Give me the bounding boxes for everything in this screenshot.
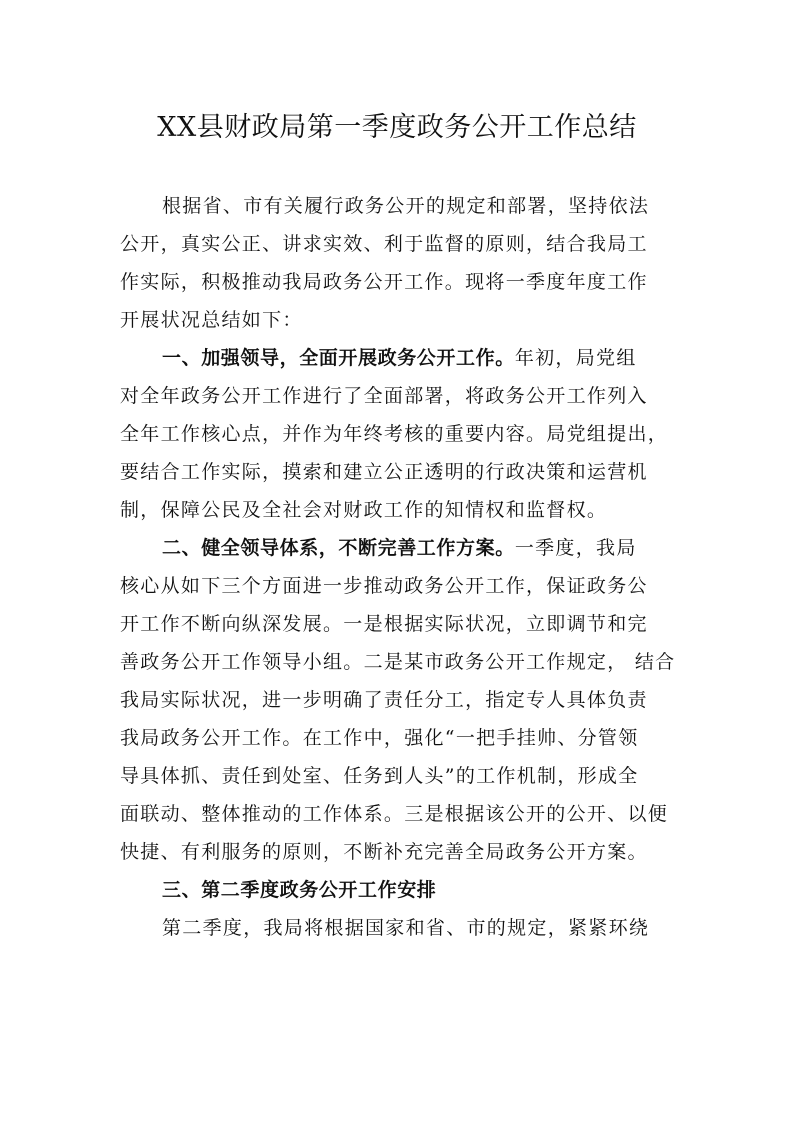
intro-line-2: 公开，真实公正、讲求实效、利于监督的原则，结合我局工	[120, 233, 648, 255]
section1-line-4: 制，保障公民及全社会对财政工作的知情权和监督权。	[120, 499, 608, 521]
section2-line-8: 快捷、有利服务的原则，不断补充完善全局政务公开方案。	[120, 841, 648, 863]
section2-line-5: 我局政务公开工作。在工作中，强化“一把手挂帅、分管领	[120, 727, 639, 749]
section1-heading: 一、加强领导，全面开展政务公开工作。	[162, 347, 515, 369]
section2-line-6: 导具体抓、责任到处室、任务到人头”的工作机制，形成全	[120, 765, 639, 787]
section3-heading: 三、第二季度政务公开工作安排	[162, 879, 437, 901]
section2-line-4: 我局实际状况，进一步明确了责任分工，指定专人具体负责	[120, 689, 648, 711]
section1-line-3: 要结合工作实际，摸索和建立公正透明的行政决策和运营机	[120, 461, 648, 483]
section2-first-line-rest: 一季度，我局	[514, 537, 637, 559]
section1-first-line	[162, 343, 637, 373]
intro-line-3: 作实际，积极推动我局政务公开工作。现将一季度年度工作	[120, 271, 648, 293]
section2-heading: 二、健全领导体系，不断完善工作方案。	[162, 537, 515, 559]
section1-first-line-rest: 年初，局党组	[514, 347, 637, 369]
document-title: XX县财政局第一季度政务公开工作总结	[157, 112, 637, 143]
section2-line-2: 开工作不断向纵深发展。一是根据实际状况，立即调节和完	[120, 613, 648, 635]
section3-line-1: 第二季度，我局将根据国家和省、市的规定，紧紧环绕	[162, 917, 650, 939]
section1-line-1: 对全年政务公开工作进行了全面部署，将政务公开工作列入	[120, 385, 648, 407]
intro-line-1: 根据省、市有关履行政务公开的规定和部署，坚持依法	[162, 195, 650, 217]
section2-line-1: 核心从如下三个方面进一步推动政务公开工作，保证政务公	[120, 575, 648, 597]
section2-line-7: 面联动、整体推动的工作体系。三是根据该公开的公开、以便	[120, 803, 669, 825]
intro-line-4: 开展状况总结如下：	[120, 309, 303, 331]
section2-first-line	[162, 533, 637, 563]
section2-line-3: 善政务公开工作领导小组。二是某市政务公开工作规定， 结合	[120, 651, 676, 673]
section1-line-2: 全年工作核心点，并作为年终考核的重要内容。局党组提出，	[120, 423, 669, 445]
